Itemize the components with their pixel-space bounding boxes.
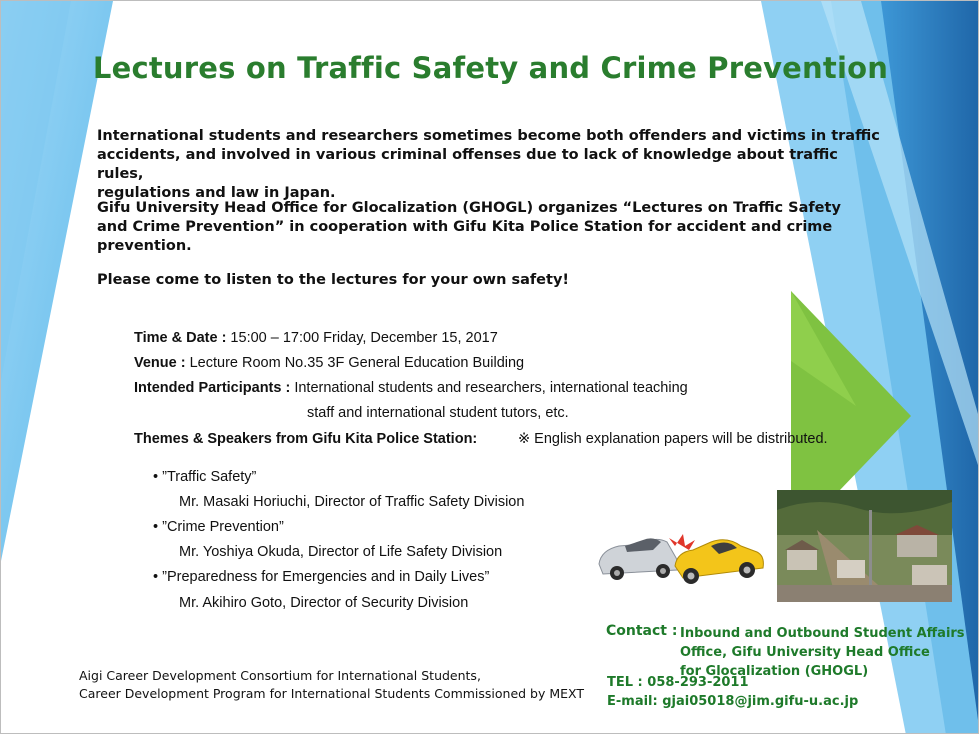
participants-label: Intended Participants :: [134, 380, 291, 396]
participants-value: International students and researchers, international teaching: [290, 380, 688, 396]
time-value: 15:00 – 17:00 Friday, December 15, 2017: [226, 330, 498, 346]
participants-row: [134, 380, 688, 396]
footer-organizer: [79, 667, 584, 703]
footer-line: Career Development Program for International Students Commissioned by MEXT: [79, 686, 585, 701]
contact-email[interactable]: E-mail: gjai05018@jim.gifu-u.ac.jp: [607, 694, 859, 709]
bullet-icon: •: [153, 569, 159, 585]
intro-line: Gifu University Head Office for Glocalization (GHOGL) organizes “Lectures on Traffic Safety: [97, 200, 841, 216]
themes-heading-row: [134, 431, 477, 447]
theme-speaker: Mr. Masaki Horiuchi, Director of Traffic Safety Division: [179, 494, 525, 510]
intro-line: and Crime Prevention” in cooperation with Gifu Kita Police Station for accident and crime: [97, 219, 833, 235]
intro-line: International students and researchers sometimes become both offenders and victims in traffic: [97, 128, 880, 144]
themes-note: ※ English explanation papers will be distributed.: [518, 431, 828, 447]
theme-speaker: Mr. Yoshiya Okuda, Director of Life Safety Division: [179, 544, 503, 560]
venue-value: Lecture Room No.35 3F General Education Building: [185, 355, 525, 371]
intro-line: accidents, and involved in various criminal offenses due to lack of knowledge about traffic rules,: [97, 147, 838, 182]
intro-line: prevention.: [97, 238, 192, 254]
themes-label: Themes & Speakers from Gifu Kita Police Station:: [134, 431, 478, 447]
participants-value-continued: staff and international student tutors, etc.: [307, 405, 569, 421]
car-collision-image: [591, 516, 771, 596]
theme-title: ”Crime Prevention”: [162, 519, 284, 535]
theme-speaker: Mr. Akihiro Goto, Director of Security Division: [179, 595, 469, 611]
intro-paragraph-2: [97, 199, 887, 256]
contact-line: Inbound and Outbound Student Affairs: [680, 626, 965, 641]
contact-line: for Glocalization (GHOGL): [680, 664, 869, 679]
time-label: Time & Date :: [134, 330, 227, 346]
time-date-row: [134, 330, 498, 346]
bullet-icon: •: [153, 519, 159, 535]
theme-item: [153, 569, 489, 585]
contact-tel: TEL : 058-293-2011: [607, 675, 749, 690]
contact-office: [680, 624, 965, 681]
bullet-icon: •: [153, 469, 159, 485]
intro-paragraph-1: [97, 127, 887, 203]
landslide-disaster-photo: [777, 490, 952, 602]
venue-label: Venue :: [134, 355, 186, 371]
footer-line: Aigi Career Development Consortium for International Students,: [79, 668, 481, 683]
venue-row: [134, 355, 524, 371]
contact-line: Office, Gifu University Head Office: [680, 645, 930, 660]
intro-line: regulations and law in Japan.: [97, 185, 336, 201]
theme-item: [153, 519, 284, 535]
contact-label: Contact :: [606, 623, 678, 639]
theme-item: [153, 469, 256, 485]
theme-title: ”Preparedness for Emergencies and in Daily Lives”: [162, 569, 490, 585]
page-title: Lectures on Traffic Safety and Crime Prevention: [92, 51, 889, 85]
theme-title: ”Traffic Safety”: [162, 469, 257, 485]
intro-paragraph-3: Please come to listen to the lectures for your own safety!: [97, 272, 570, 288]
